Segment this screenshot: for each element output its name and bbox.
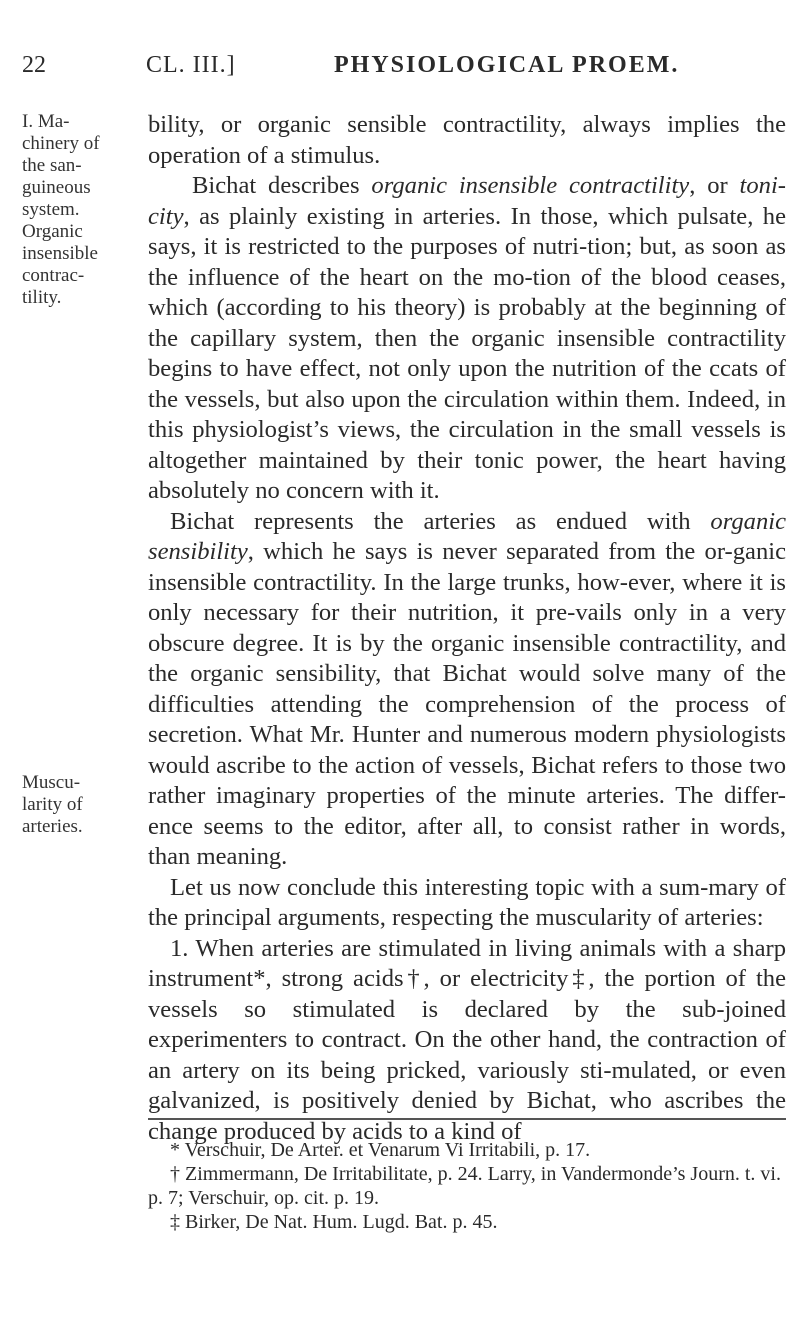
margin-note-muscularity — [22, 772, 142, 838]
footnote: * Verschuir, De Arter. et Venarum Vi Irritabili, p. 17. — [170, 1139, 591, 1161]
paragraph: Let us now conclude this interesting topic with a sum-mary of the principal arguments, respecting the muscularity of arteries: — [148, 873, 786, 931]
footnote: † Zimmermann, De Irritabilitate, p. 24. Larry, in Vandermonde’s Journ. t. vi. p. 7; Verschuir, op. cit. p. 19. — [148, 1163, 781, 1209]
margin-line: the san- — [22, 155, 82, 176]
page-number: 22 — [22, 52, 46, 78]
text-run: , or — [689, 172, 740, 199]
text-run: , which he says is never separated from the or-ganic insensible contractility. In the large trunks, how-ever, where it is only necessary for their nutrition, it pre-vails only in a very obscure degree. It is by the organic insensible contractility, and the organic sensibility, that Bichat would solve many of the difficulties attending the comprehension of the process of secretion. What Mr. Hunter and numerous modern physiologists would ascribe to the action of vessels, Bichat refers to those two rather imaginary properties of the minute arteries. The differ-ence seems to the editor, after all, to consist rather in words, than meaning. — [148, 538, 786, 870]
paragraph — [148, 507, 786, 873]
text-run: , as plainly existing in arteries. In those, which pulsate, he says, it is restricted to the purposes of nutri-tion; but, as soon as the influence of the heart on the mo-tion of the blood ceases, which (according to his theory) is probably at the beginning of the capillary system, then the organic insensible contractility begins to have effect, not only upon the nutrition of the ccats of the vessels, but also upon the circulation within them. Indeed, in this physiologist’s views, the circulation in the small vessels is altogether maintained by their tonic power, the heart having absolutely no concern with it. — [148, 202, 786, 504]
margin-line: tility. — [22, 287, 62, 308]
body-text — [148, 110, 786, 1147]
chapter-label: CL. III.] — [146, 52, 236, 78]
margin-line: Organic — [22, 221, 83, 242]
footnotes — [148, 1138, 786, 1234]
margin-line: contrac- — [22, 265, 85, 286]
text-run: Bichat represents the arteries as endued with — [170, 507, 711, 535]
margin-line: guineous — [22, 177, 91, 198]
running-header — [22, 52, 778, 88]
paragraph — [148, 171, 786, 507]
footnote: ‡ Birker, De Nat. Hum. Lugd. Bat. p. 45. — [170, 1211, 498, 1233]
margin-line: system. — [22, 199, 80, 220]
paragraph: bility, or organic sensible contractility, always implies the operation of a stimulus. — [148, 111, 786, 169]
margin-line: insensible — [22, 243, 98, 264]
italic-term: organic sensibility — [148, 507, 786, 565]
margin-line: larity of — [22, 794, 83, 815]
italic-term: toni-city — [148, 172, 786, 230]
margin-note-organic-contractility — [22, 111, 142, 309]
margin-line: chinery of — [22, 133, 100, 154]
running-title: PHYSIOLOGICAL PROEM. — [334, 52, 680, 78]
italic-term: organic insensible contractility — [371, 172, 690, 199]
paragraph: 1. When arteries are stimulated in living animals with a sharp instrument*, strong acids†, or electricity‡, the portion of the vessels so stimulated is declared by the sub-joined experimenters to contract. On the other hand, the contraction of an artery on its being pricked, variously sti-mulated, or even galvanized, is positively denied by Bichat, who ascribes the change produced by acids to a kind of — [148, 934, 786, 1145]
text-run: Bichat describes — [192, 172, 372, 199]
margin-line: arteries. — [22, 816, 83, 837]
margin-line: I. Ma- — [22, 111, 70, 132]
footnote-divider — [148, 1118, 786, 1120]
margin-line: Muscu- — [22, 772, 81, 793]
